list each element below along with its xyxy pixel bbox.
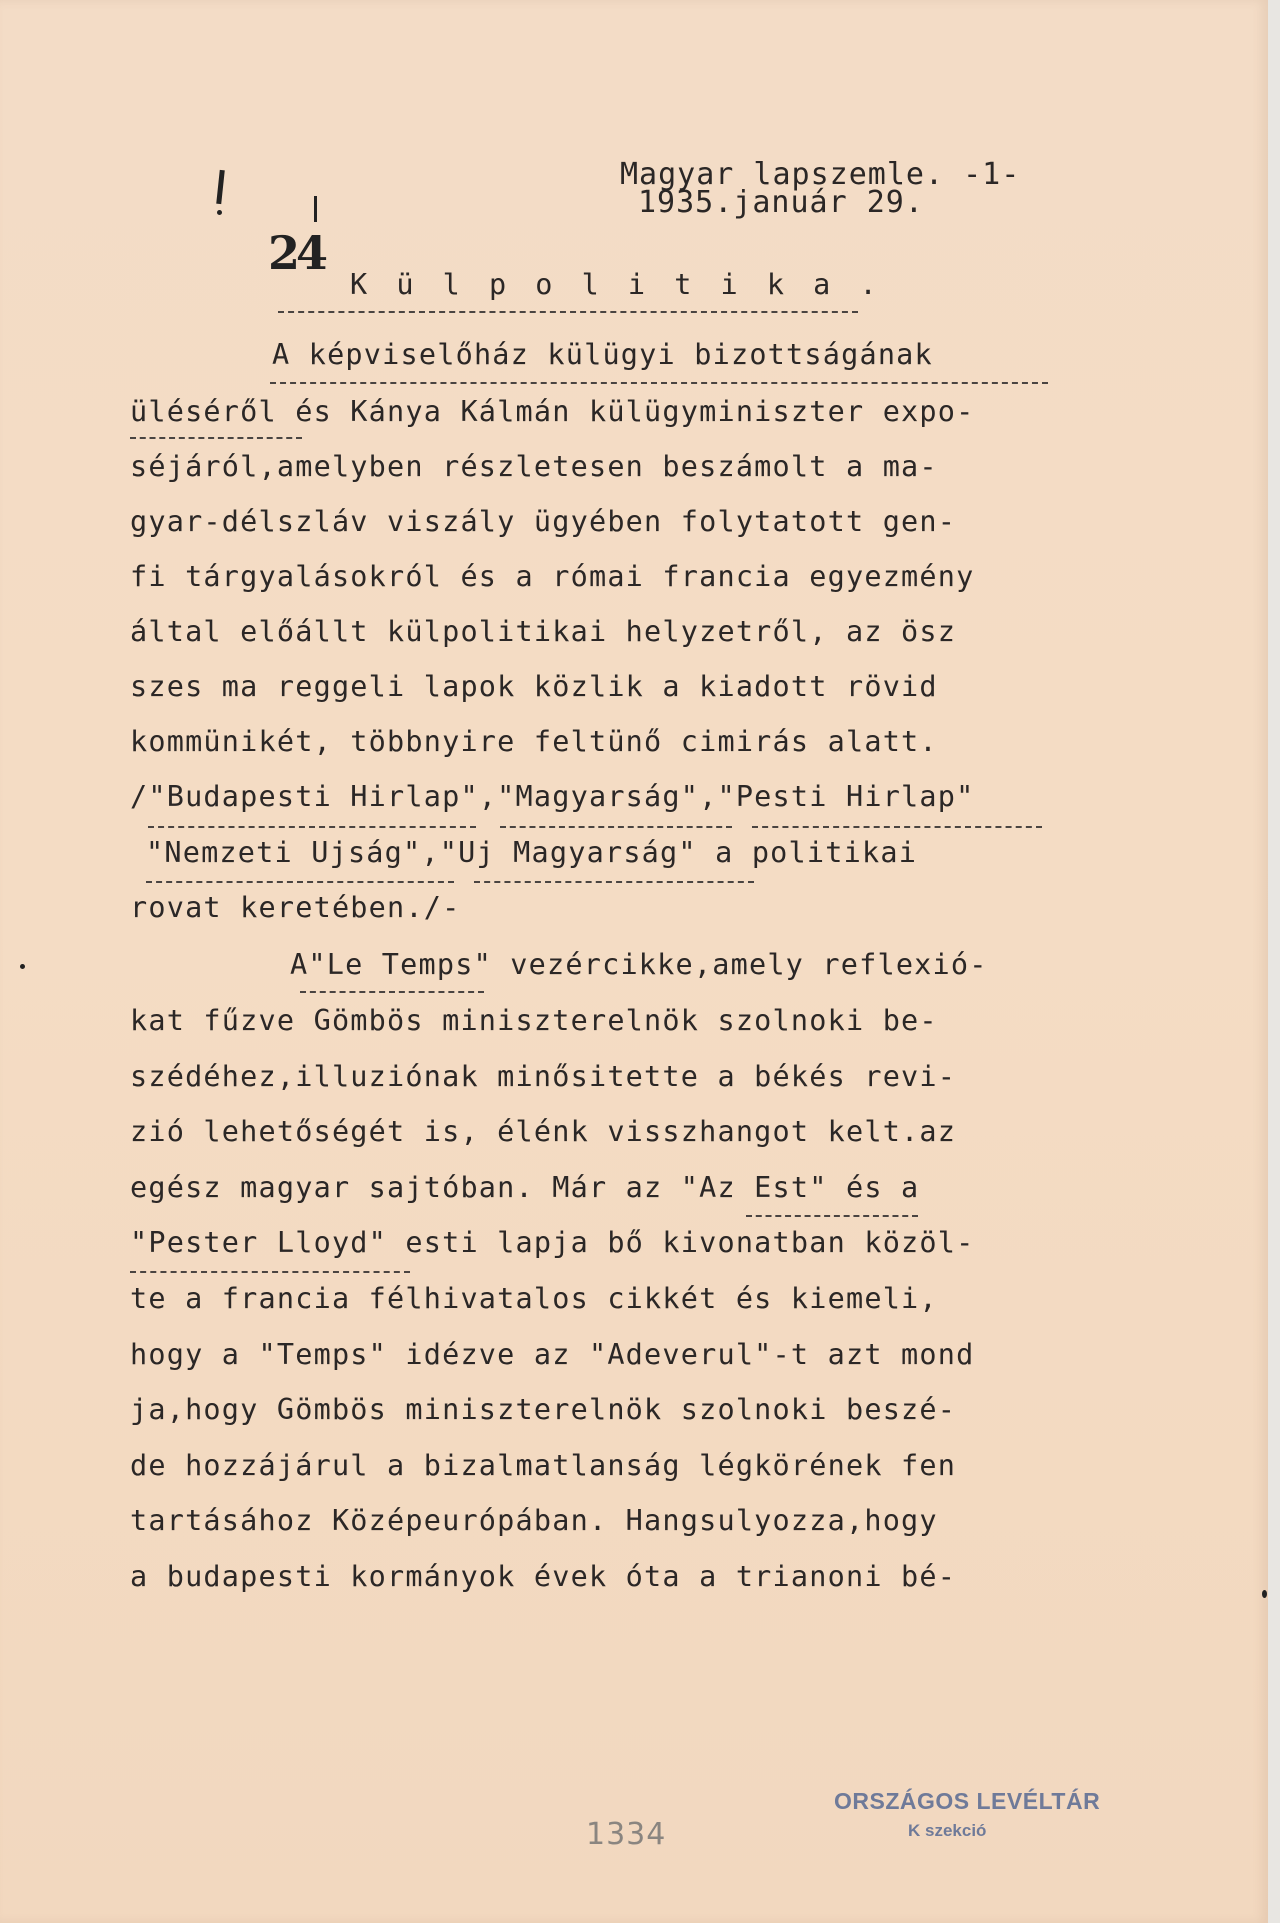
text-line: ja,hogy Gömbös miniszterelnök szolnoki beszé- xyxy=(130,1393,957,1426)
text-line: tartásához Középeurópában. Hangsulyozza,hogy xyxy=(130,1504,938,1537)
text-underline xyxy=(148,826,476,828)
text-line: üléséről és Kánya Kálmán külügyminiszter expo- xyxy=(130,395,975,428)
text-line: fi tárgyalásokról és a római francia egyezmény xyxy=(130,560,975,593)
text-line: rovat keretében./- xyxy=(130,891,461,924)
pencil-note: 1334 xyxy=(586,1817,667,1852)
text-underline xyxy=(500,826,732,828)
margin-mark xyxy=(216,170,225,204)
text-line: "Nemzeti Ujság","Uj Magyarság" a politikai xyxy=(146,836,918,869)
text-underline xyxy=(146,881,454,883)
text-underline xyxy=(752,826,1042,828)
text-line: kommünikét, többnyire feltünő cimirás alatt. xyxy=(130,725,938,758)
text-line: egész magyar sajtóban. Már az "Az Est" és a xyxy=(130,1171,920,1204)
text-line: gyar-délszláv viszály ügyében folytatott gen- xyxy=(130,505,957,538)
margin-dot xyxy=(217,210,222,215)
header-publication: Magyar lapszemle. -1- xyxy=(620,157,1021,192)
text-line: a budapesti kormányok évek óta a trianoni bé- xyxy=(130,1560,957,1593)
text-line: de hozzájárul a bizalmatlanság légkörének fen xyxy=(130,1449,957,1482)
text-line: A"Le Temps" vezércikke,amely reflexió- xyxy=(290,948,988,981)
archive-stamp-title: ORSZÁGOS LEVÉLTÁR xyxy=(834,1788,1101,1814)
text-line: hogy a "Temps" idézve az "Adeverul"-t azt mond xyxy=(130,1338,975,1371)
text-underline xyxy=(130,1271,410,1273)
text-underline xyxy=(300,991,484,993)
text-underline xyxy=(746,1215,918,1217)
scan-edge xyxy=(1268,0,1280,1923)
text-underline xyxy=(270,382,1048,384)
text-line: A képviselőház külügyi bizottságának xyxy=(272,338,933,371)
text-line: /"Budapesti Hirlap","Magyarság","Pesti Hirlap" xyxy=(130,780,975,813)
text-line: "Pester Lloyd" esti lapja bő kivonatban közöl- xyxy=(130,1226,975,1259)
text-underline xyxy=(474,881,754,883)
text-line: séjáról,amelyben részletesen beszámolt a ma- xyxy=(130,450,938,483)
margin-mark xyxy=(314,196,317,222)
text-line: zió lehetőségét is, élénk visszhangot kelt.az xyxy=(130,1115,957,1148)
archive-stamp-subtitle: K szekció xyxy=(908,1821,987,1840)
text-line: kat fűzve Gömbös miniszterelnök szolnoki be- xyxy=(130,1004,938,1037)
text-line: te a francia félhivatalos cikkét és kiemeli, xyxy=(130,1282,938,1315)
text-line: szes ma reggeli lapok közlik a kiadott rövid xyxy=(130,670,938,703)
header-date: 1935.január 29. xyxy=(638,185,924,220)
margin-dot xyxy=(1262,1590,1267,1598)
title-underline xyxy=(278,311,858,313)
text-underline xyxy=(130,437,302,439)
text-line: szédéhez,illuziónak minősitette a békés revi- xyxy=(130,1060,957,1093)
section-title: K ü l p o l i t i k a . xyxy=(350,268,883,301)
handwritten-page-number: 24 xyxy=(268,226,325,280)
margin-dot xyxy=(20,964,25,969)
text-line: által előállt külpolitikai helyzetről, az ösz xyxy=(130,615,957,648)
